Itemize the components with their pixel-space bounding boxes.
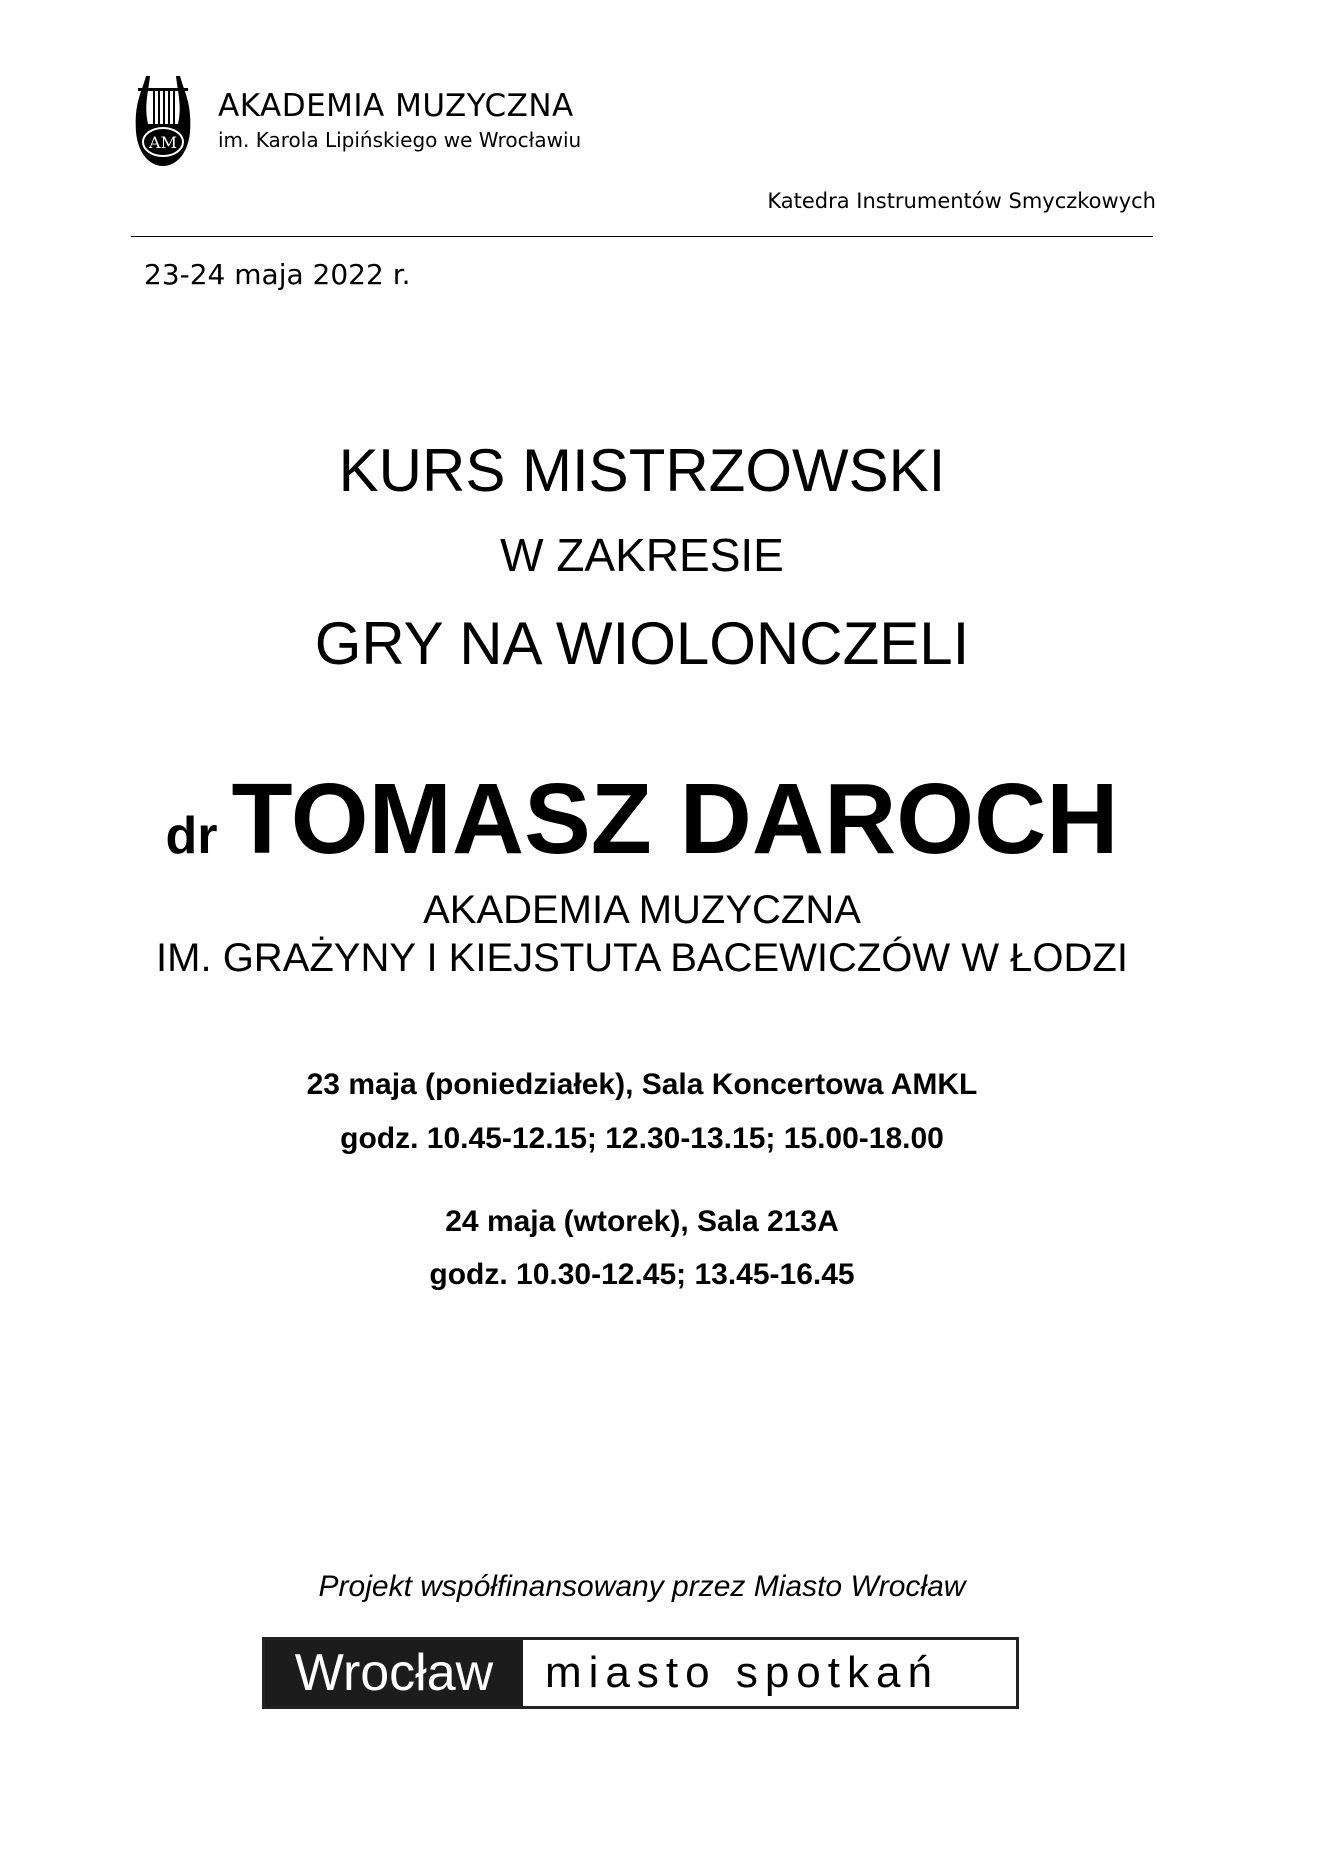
lecturer-title: dr — [165, 807, 218, 865]
title-line-2: W ZAKRESIE — [500, 529, 784, 581]
header-divider — [131, 236, 1153, 237]
wroclaw-city-logo — [262, 1637, 1019, 1709]
wroclaw-logo-right: miasto spotkań — [545, 1648, 939, 1697]
schedule-day-2: 24 maja (wtorek), Sala 213A — [445, 1205, 839, 1238]
lecturer-name — [0, 762, 1284, 877]
academy-logo-title: AKADEMIA MUZYCZNA — [218, 88, 574, 124]
lecturer-institution-2: IM. GRAŻYNY I KIEJSTUTA BACEWICZÓW W ŁODZI — [156, 936, 1128, 980]
department-name: Katedra Instrumentów Smyczkowych — [767, 189, 1156, 213]
schedule-hours-2: godz. 10.30-12.45; 13.45-16.45 — [429, 1258, 855, 1291]
wroclaw-logo-left: Wrocław — [265, 1640, 523, 1706]
lecturer-fullname: TOMASZ DAROCH — [231, 763, 1119, 875]
title-line-1: KURS MISTRZOWSKI — [338, 437, 946, 504]
lecturer-institution-1: AKADEMIA MUZYCZNA — [423, 888, 861, 932]
lyre-logo-icon — [132, 72, 194, 170]
funding-note: Projekt współfinansowany przez Miasto Wrocław — [318, 1570, 966, 1603]
title-line-3: GRY NA WIOLONCZELI — [314, 610, 970, 677]
schedule-hours-1: godz. 10.45-12.15; 12.30-13.15; 15.00-18.00 — [340, 1122, 944, 1155]
schedule-day-1: 23 maja (poniedziałek), Sala Koncertowa AMKL — [306, 1068, 978, 1101]
academy-logo-subtitle: im. Karola Lipińskiego we Wrocławiu — [218, 128, 582, 152]
svg-text:AM: AM — [149, 133, 177, 152]
event-date: 23-24 maja 2022 r. — [144, 258, 411, 291]
